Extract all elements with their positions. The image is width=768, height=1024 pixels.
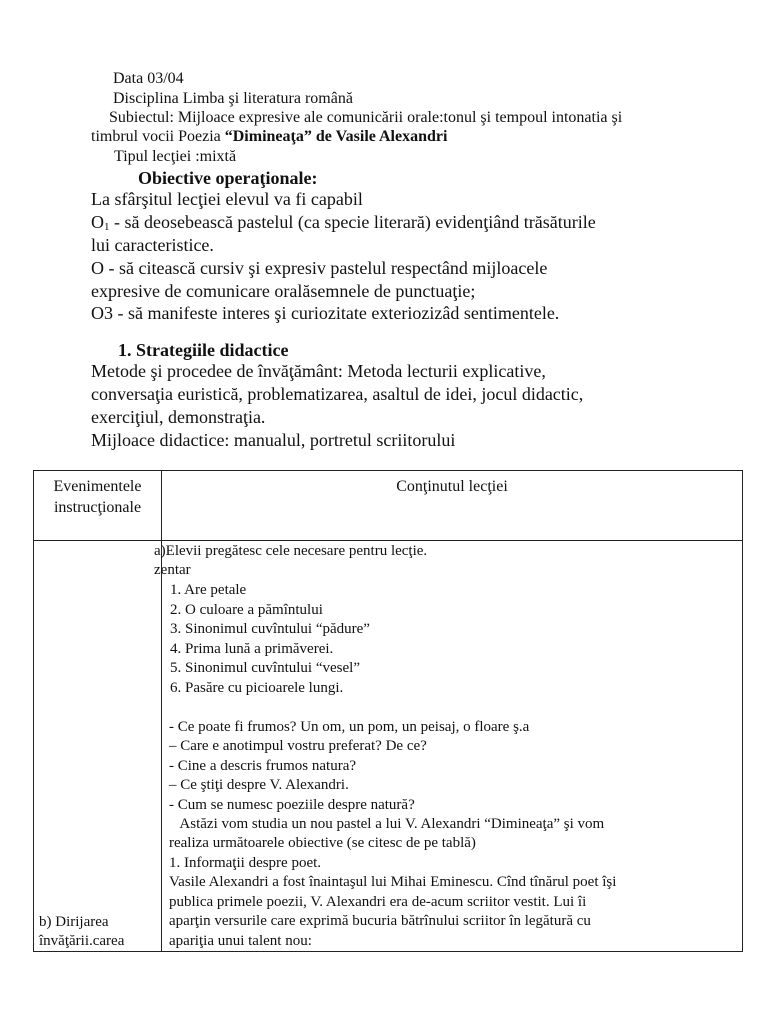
header-events: [34, 471, 162, 541]
riddle-item: 5. Sinonimul cuvîntului “vesel”: [170, 660, 360, 676]
header-events-line1: Evenimentele: [53, 478, 142, 495]
content-a: [154, 543, 427, 560]
riddle-item: 1. Are petale: [170, 582, 247, 598]
strategies-methods-line3: exerciţiul, demonstraţia.: [91, 407, 266, 427]
event-b-line2: învăţării.carea: [39, 933, 125, 949]
question-item: – Care e anotimpul vostru preferat? De ce?: [169, 738, 427, 754]
content-a-label: a): [154, 543, 166, 559]
question-item: – Ce ştiţi despre V. Alexandri.: [169, 777, 349, 793]
lesson-subject-line1: Subiectul: Mijloace expresive ale comunicării orale:tonul şi tempoul intonatia şi: [109, 109, 623, 126]
o1-subscript: 1: [104, 221, 110, 233]
subject-prefix: timbrul vocii Poezia: [91, 128, 225, 145]
riddle-item: 3. Sinonimul cuvîntului “pădure”: [170, 621, 370, 637]
events-cell: [34, 541, 162, 952]
today-line1: Astăzi vom studia un nou pastel a lui V. Alexandri “Dimineaţa” şi vom: [169, 816, 605, 832]
content-body: [154, 541, 742, 951]
objective-o3: O3 - să manifeste interes şi curiozitate exteriozizâd sentimentele.: [91, 303, 560, 323]
lesson-subject-line2: [91, 128, 447, 146]
content-cell: [154, 541, 743, 952]
content-zentar: zentar: [154, 562, 191, 578]
question-item: - Cum se numesc poeziile despre natură?: [169, 797, 415, 813]
strategies-methods-line1: Metode şi procedee de învăţământ: Metoda lecturii explicative,: [91, 361, 546, 381]
question-item: - Cine a descris frumos natura?: [169, 758, 357, 774]
riddle-item: 4. Prima lună a primăverei.: [170, 641, 334, 657]
poem-title: “Dimineaţa” de Vasile Alexandri: [224, 128, 448, 145]
bio-line3: aparţin versurile care exprimă bucuria bătrînului scriitor în legătură cu: [169, 913, 591, 929]
info-heading: 1. Informaţii despre poet.: [169, 855, 322, 871]
table-row: [34, 541, 743, 952]
content-a-text: Elevii pregătesc cele necesare pentru lecţie.: [165, 543, 428, 559]
question-item: - Ce poate fi frumos? Un om, un pom, un peisaj, o floare ş.a: [169, 719, 530, 735]
objectives-heading: Obiective operaţionale:: [138, 168, 318, 188]
lesson-date: Data 03/04: [113, 70, 184, 87]
bio-line4: apariţia unui talent nou:: [169, 933, 312, 949]
riddle-item: 6. Pasăre cu picioarele lungi.: [170, 680, 344, 696]
today-line2: realiza următoarele obiective (se citesc de pe tablă): [169, 835, 476, 851]
bio-line2: publica primele poezii, V. Alexandri era de-acum scriitor vestit. Lui îi: [169, 894, 587, 910]
strategies-heading: 1. Strategiile didactice: [118, 340, 289, 360]
bio-line1: Vasile Alexandri a fost înaintaşul lui Mihai Eminescu. Cînd tînărul poet îşi: [169, 874, 617, 890]
strategies-methods-line2: conversaţia euristică, problematizarea, asaltul de idei, jocul didactic,: [91, 384, 584, 404]
o1-text: - să deosebească pastelul (ca specie literară) evidenţiând trăsăturile: [109, 212, 596, 232]
event-b-line1: b) Dirijarea: [39, 914, 109, 930]
objectives-intro: La sfârşitul lecţiei elevul va fi capabil: [91, 189, 363, 209]
objective-o2-line1: O - să citească cursiv şi expresiv pastelul respectând mijloacele: [91, 258, 548, 278]
objective-o1: [91, 212, 596, 233]
header-content-label: Conţinutul lecţiei: [396, 478, 508, 495]
objective-o2-line2: expresive de comunicare oralăsemnele de punctuaţie;: [91, 281, 476, 301]
lesson-discipline: Disciplina Limba şi literatura română: [113, 90, 353, 107]
strategies-means: Mijloace didactice: manualul, portretul scriitorului: [91, 430, 456, 450]
header-content: [162, 471, 743, 541]
header-events-line2: instrucţionale: [53, 499, 142, 516]
lesson-type: Tipul lecţiei :mixtă: [114, 148, 237, 165]
riddle-item: 2. O culoare a pămîntului: [170, 602, 323, 618]
table-header-row: [34, 471, 743, 541]
objective-o1-cont: lui caracteristice.: [91, 235, 214, 255]
event-b: [39, 913, 124, 951]
o1-label: O: [91, 212, 104, 232]
lesson-table: [33, 470, 743, 952]
